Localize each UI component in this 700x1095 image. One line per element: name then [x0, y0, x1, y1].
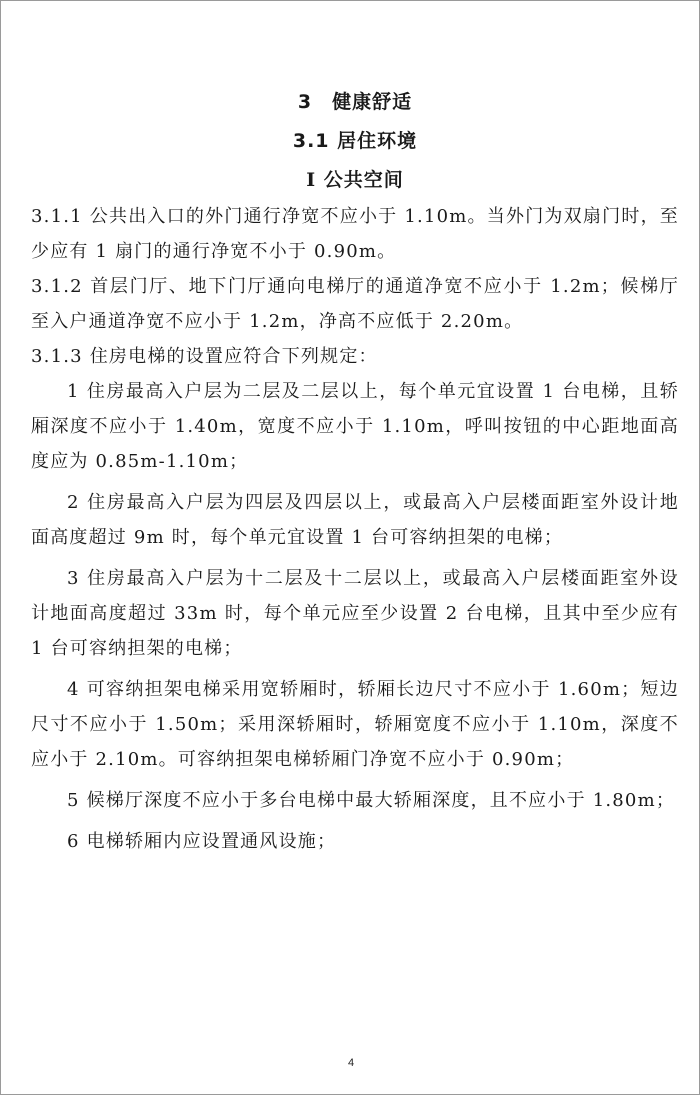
page-content — [31, 87, 679, 865]
clause-3-1-3: 3.1.3 住房电梯的设置应符合下列规定： — [31, 346, 378, 367]
clause-3-1-1: 3.1.1 公共出入口的外门通行净宽不应小于 1.10m。当外门为双扇门时，至少应有 1 扇门的通行净宽不小于 0.90m。 — [31, 206, 679, 262]
clause-3-1-2: 3.1.2 首层门厅、地下门厅通向电梯厅的通道净宽不应小于 1.2m；候梯厅至入户通道净宽不应小于 1.2m，净高不应低于 2.20m。 — [31, 276, 679, 332]
list-item: 4 可容纳担架电梯采用宽轿厢时，轿厢长边尺寸不应小于 1.60m；短边尺寸不应小于 1.50m；采用深轿厢时，轿厢宽度不应小于 1.10m，深度不应小于 2.10m。可容纳担架电梯轿厢门净宽不应小于 0.90m； — [31, 679, 679, 770]
list-item: 1 住房最高入户层为二层及二层以上，每个单元宜设置 1 台电梯，且轿厢深度不应小于 1.40m，宽度不应小于 1.10m，呼叫按钮的中心距地面高度应为 0.85m-1.10m； — [31, 381, 679, 472]
chapter-title: 3 健康舒适 — [297, 91, 413, 113]
section-title: 3.1 居住环境 — [292, 130, 418, 152]
list-item: 3 住房最高入户层为十二层及十二层以上，或最高入户层楼面距室外设计地面高度超过 33m 时，每个单元应至少设置 2 台电梯，且其中至少应有 1 台可容纳担架的电梯； — [31, 568, 679, 659]
list-item: 6 电梯轿厢内应设置通风设施； — [67, 831, 337, 852]
subsection-title: Ⅰ 公共空间 — [306, 169, 404, 191]
list-item: 2 住房最高入户层为四层及四层以上，或最高入户层楼面距室外设计地面高度超过 9m 时，每个单元宜设置 1 台可容纳担架的电梯； — [31, 492, 679, 548]
page-number: 4 — [347, 1057, 355, 1069]
list-item: 5 候梯厅深度不应小于多台电梯中最大轿厢深度，且不应小于 1.80m； — [67, 790, 676, 811]
